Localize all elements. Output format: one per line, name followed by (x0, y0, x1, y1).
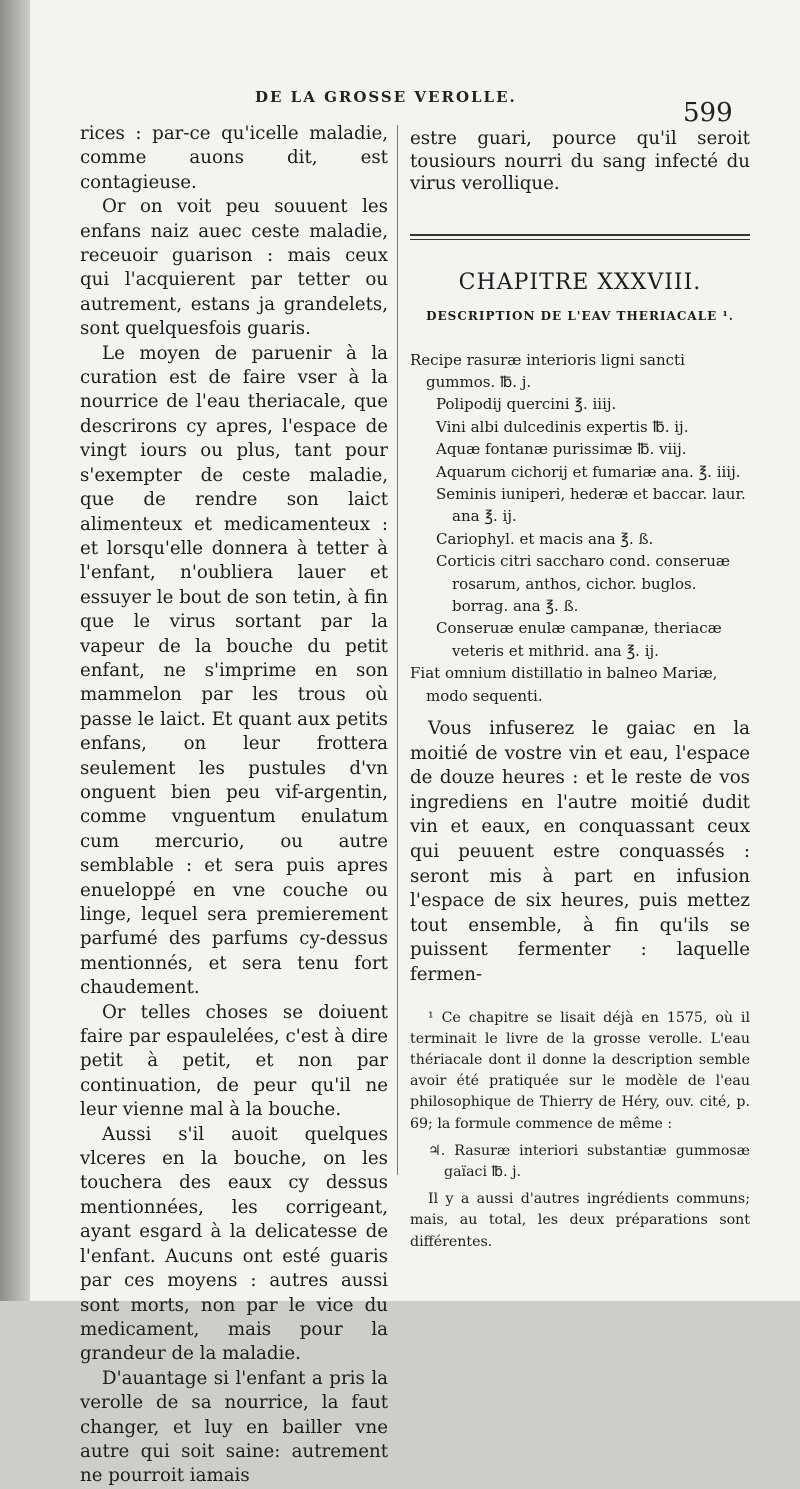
recipe-ingredient: Seminis iuniperi, hederæ et baccar. laur. ana ℥. ij. (436, 484, 746, 526)
paragraph: Or telles choses se doiuent faire par espaulelées, c'est à dire petit à petit, et non par continuation, de peur qu'il ne leur vienne mal à la bouche. (80, 1001, 388, 1121)
paragraph: D'auantage si l'enfant a pris la verolle de sa nourrice, la faut changer, et luy en bailler vne autre qui soit saine: autrement ne pourroit iamais (80, 1367, 388, 1487)
footnote (410, 1008, 750, 1253)
recipe-ingredient: Cariophyl. et macis ana ℥. ß. (436, 529, 654, 548)
recipe-block (410, 349, 750, 708)
column-divider (397, 125, 398, 1175)
continuation-text: estre guari, pource qu'il seroit tousiours nourri du sang infecté du virus verollique. (410, 128, 750, 194)
chapter-body (410, 717, 750, 988)
book-spine-shadow (0, 0, 30, 1301)
recipe-ingredient: Corticis citri saccharo cond. conseruæ rosarum, anthos, cichor. buglos. borrag. ana ℥. ß. (436, 552, 730, 615)
recipe-ingredient: Polipodij quercini ℥. iiij. (436, 395, 617, 414)
left-column (80, 122, 388, 1489)
footnote-text: ¹ Ce chapitre se lisait déjà en 1575, où il terminait le livre de la grosse verolle. L'eau thériacale dont il donne la description semble avoir été pratiquée sur le modèle de l'eau philosophique de Thierry de Héry, ouv. cité, p. 69; la formule commence de même : (410, 1009, 750, 1132)
paragraph: Aussi s'il auoit quelques vlceres en la bouche, on les touchera des eaux cy dessus mentionnées, les corrigeant, ayant esgard à la delicatesse de l'enfant. Aucuns ont esté guaris par ces moyens : autres aussi sont morts, non par le vice du medicament, mais pour la grandeur de la maladie. (80, 1123, 388, 1365)
running-head: DE LA GROSSE VEROLLE. (255, 88, 517, 106)
recipe-lead: Recipe rasuræ interioris ligni sancti gummos. ℔. j. (410, 350, 685, 391)
chapter-title: CHAPITRE XXXVIII. (458, 269, 702, 295)
right-column (410, 128, 750, 1253)
recipe-fiat: Fiat omnium distillatio in balneo Mariæ, modo sequenti. (410, 664, 718, 705)
paragraph: rices : par-ce qu'icelle maladie, comme auons dit, est contagieuse. (80, 123, 388, 193)
page-number: 599 (683, 98, 733, 128)
paragraph: Or on voit peu souuent les enfans naiz auec ceste maladie, receuoir guarison : mais ceux qui l'acquierent par tetter ou autrement, estans ja grandelets, sont quelquesfois guaris. (80, 196, 388, 340)
footnote-formula: ♃. Rasuræ interiori substantiæ gummosæ gaïaci ℔. j. (428, 1142, 750, 1180)
paragraph: Vous infuserez le gaiac en la moitié de vostre vin et eau, l'espace de douze heures : et le reste de vos ingrediens en l'autre moitié dudit vin et eaux, en conquassant ceux qui peuuent estre conquassés : seront mis à part en infusion l'espace de six heures, puis mettez tout ensemble, à fin qu'ils se puissent fermenter : laquelle fermen- (410, 718, 750, 985)
recipe-ingredient: Vini albi dulcedinis expertis ℔. ij. (436, 417, 689, 436)
paragraph: Le moyen de paruenir à la curation est de faire vser à la nourrice de l'eau theriacale, que descrirons cy apres, l'espace de vingt iours ou plus, tant pour s'exempter de ceste maladie, que de rendre son laict alimenteux et medicamenteux : et lorsqu'elle donnera à tetter à l'enfant, n'oubliera lauer et essuyer le bout de son tetin, à fin que le virus sortant par la vapeur de la bouche du petit enfant, ne s'imprime en son mammelon par les trous où passe le laict. Et quant aux petits enfans, on leur frottera seulement les pustules d'vn onguent bien peu vif-argentin, comme vnguentum enulatum cum mercurio, ou autre semblable : et sera puis apres enueloppé en vne couche ou linge, lequel sera premierement parfumé des parfums cy-dessus mentionnés, et sera tenu fort chaudement. (80, 342, 388, 999)
footnote-text: Il y a aussi d'autres ingrédients communs; mais, au total, les deux préparations sont différentes. (410, 1191, 750, 1250)
chapter-subtitle: DESCRIPTION DE L'EAV THERIACALE ¹. (426, 308, 734, 323)
chapter-rule (410, 234, 750, 240)
recipe-ingredient: Aquæ fontanæ purissimæ ℔. viij. (436, 440, 687, 459)
recipe-ingredient: Conseruæ enulæ campanæ, theriacæ veteris et mithrid. ana ℥. ij. (436, 619, 722, 660)
recipe-ingredient: Aquarum cichorij et fumariæ ana. ℥. iiij. (436, 462, 741, 481)
